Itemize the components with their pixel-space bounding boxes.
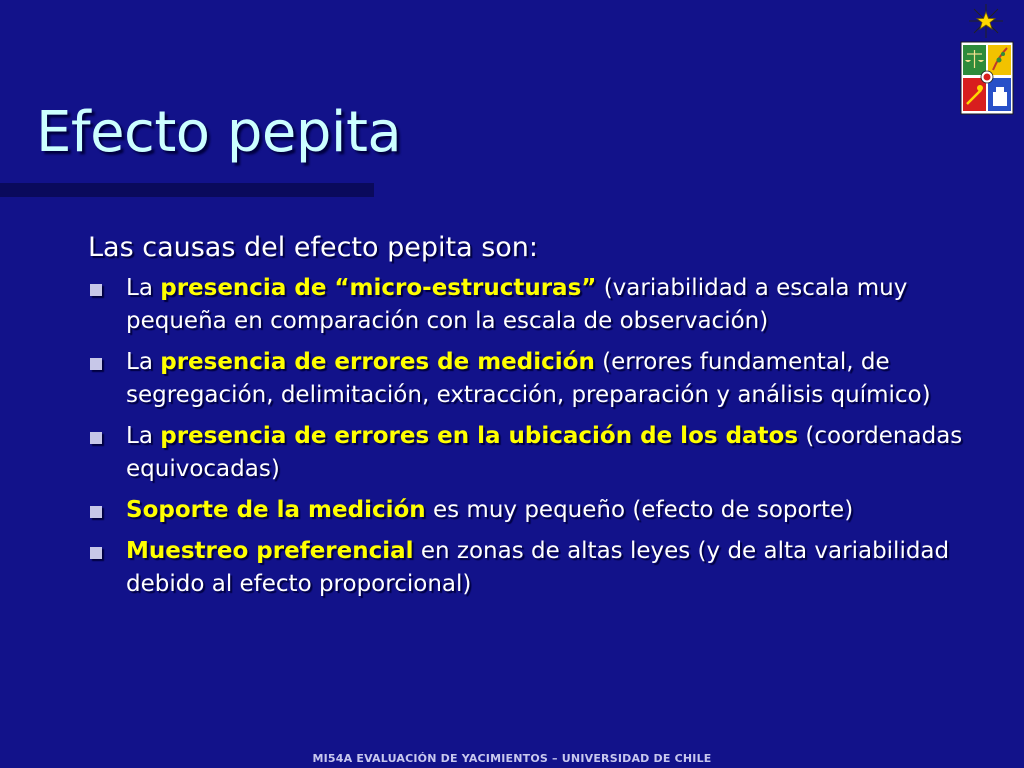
bullet-list	[88, 272, 988, 601]
title-underline-bar	[0, 183, 374, 197]
bullet-text: (variabilidad a escala muy pequeña en comparación con la escala de observación)	[126, 275, 908, 334]
intro-text: Las causas del efecto pepita son:	[88, 232, 538, 263]
bullet-highlight: presencia de “micro-estructuras”	[160, 275, 597, 301]
bullet-prefix: La	[126, 275, 161, 301]
list-item	[88, 420, 988, 486]
square-bullet-icon	[90, 358, 102, 370]
bullet-text: (errores fundamental, de segregación, delimitación, extracción, preparación y análisis químico)	[126, 349, 931, 408]
star-emblem-icon	[969, 4, 1003, 38]
bullet-prefix: La	[126, 349, 161, 375]
bullet-highlight: Soporte de la medición	[126, 497, 426, 523]
bullet-text: en zonas de altas leyes (y de alta variabilidad debido al efecto proporcional)	[126, 538, 950, 597]
bullet-highlight: Muestreo preferencial	[126, 538, 414, 564]
square-bullet-icon	[90, 506, 102, 518]
bullet-text: es muy pequeño (efecto de soporte)	[425, 497, 854, 523]
square-bullet-icon	[90, 284, 102, 296]
slide-title: Efecto pepita	[36, 100, 402, 165]
bullet-highlight: presencia de errores de medición	[160, 349, 595, 375]
shield-icon	[961, 42, 1013, 114]
list-item	[88, 535, 988, 601]
bullet-text: (coordenadas equivocadas)	[126, 423, 963, 482]
list-item	[88, 494, 988, 527]
bullet-highlight: presencia de errores en la ubicación de los datos	[160, 423, 799, 449]
square-bullet-icon	[90, 432, 102, 444]
square-bullet-icon	[90, 547, 102, 559]
list-item	[88, 272, 988, 338]
list-item	[88, 346, 988, 412]
slide-content	[88, 228, 988, 609]
university-crest-icon	[955, 2, 1017, 116]
bullet-prefix: La	[126, 423, 161, 449]
slide-footer: MI54A EVALUACIÓN DE YACIMIENTOS – UNIVERSIDAD DE CHILE	[312, 752, 712, 765]
